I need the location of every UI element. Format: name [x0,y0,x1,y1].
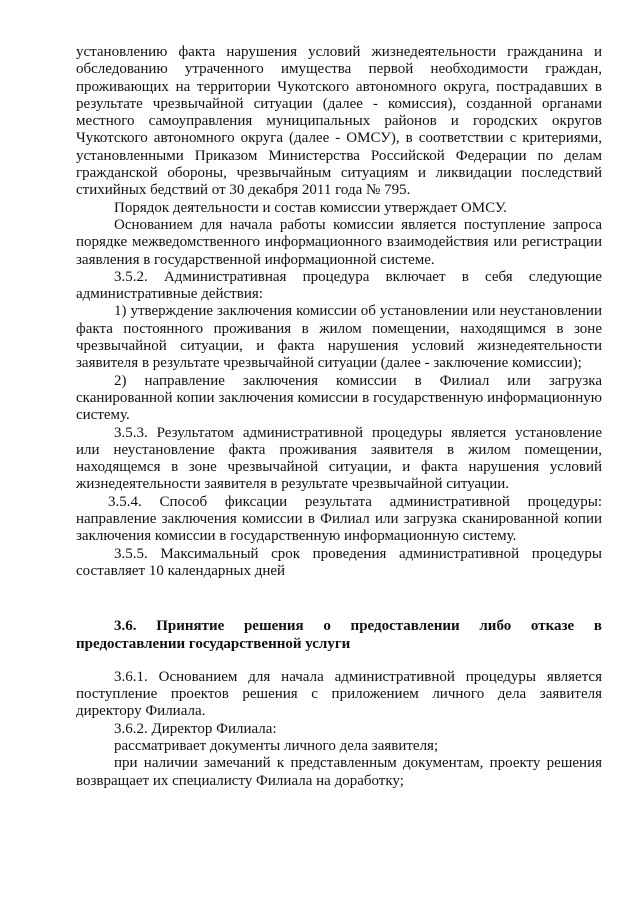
paragraph-3-5-4: 3.5.4. Способ фиксации результата административной процедуры: направление заключения комиссии в Филиал или загрузка сканированной копии заключения комиссии в государственную информационную систему. [76,493,602,545]
paragraph-3-6-1: 3.6.1. Основанием для начала административной процедуры является поступление проектов решения с приложением личного дела заявителя директору Филиала. [76,668,602,720]
paragraph-3-5-5: 3.5.5. Максимальный срок проведения административной процедуры составляет 10 календарных дней [76,545,602,579]
section-heading-3-6: 3.6. Принятие решения о предоставлении либо отказе в предоставлении государственной услуги [76,618,602,652]
paragraph-3-5-2-item-2: 2) направление заключения комиссии в Филиал или загрузка сканированной копии заключения комиссии в государственную информационную систему. [76,372,602,424]
section-spacer [76,580,602,618]
paragraph-3-6-2-item-a: рассматривает документы личного дела заявителя; [114,737,439,754]
paragraph-3-5-2: 3.5.2. Административная процедура включает в себя следующие административные действия: [76,268,602,303]
paragraph-intro: установлению факта нарушения условий жизнедеятельности гражданина и обследованию утраченного имущества первой необходимости граждан, проживающих на территории Чукотского автономного округа, пострадавших в результате чрезвычайной ситуации (далее - комиссия), созданной органами местного самоуправления муниципальных районов и городских округов Чукотского автономного округа (далее - ОМСУ), в соответствии с критериями, установленными Приказом Министерства Российской Федерации по делам гражданской обороны, чрезвычайным ситуациям и ликвидации последствий стихийных бедствий от 30 декабря 2011 года № 795. [76,44,602,199]
paragraph-3-5-2-item-1: 1) утверждение заключения комиссии об установлении или неустановлении факта постоянного проживания в жилом помещении, находящимся в зоне чрезвычайной ситуации, и факта нарушения условий жизнедеятельности заявителя в результате чрезвычайной ситуации (далее - заключение комиссии); [76,303,602,372]
paragraph-3-5-3: 3.5.3. Результатом административной процедуры является установление или неустановление факта проживания заявителя в жилом помещении, находящемся в зоне чрезвычайной ситуации, и факта нарушения условий жизнедеятельности заявителя в результате чрезвычайной ситуации. [76,424,602,493]
paragraph-commission-order: Порядок деятельности и состав комиссии утверждает ОМСУ. [114,199,507,216]
paragraph-commission-basis: Основанием для начала работы комиссии является поступление запроса порядке межведомственного информационного взаимодействия или регистрации заявления в государственной информационной системе. [76,216,602,268]
paragraph-3-6-2: 3.6.2. Директор Филиала: [114,720,277,737]
paragraph-3-6-2-item-b: при наличии замечаний к представленным документам, проекту решения возвращает их специалисту Филиала на доработку; [76,755,602,789]
heading-spacer [76,653,602,669]
